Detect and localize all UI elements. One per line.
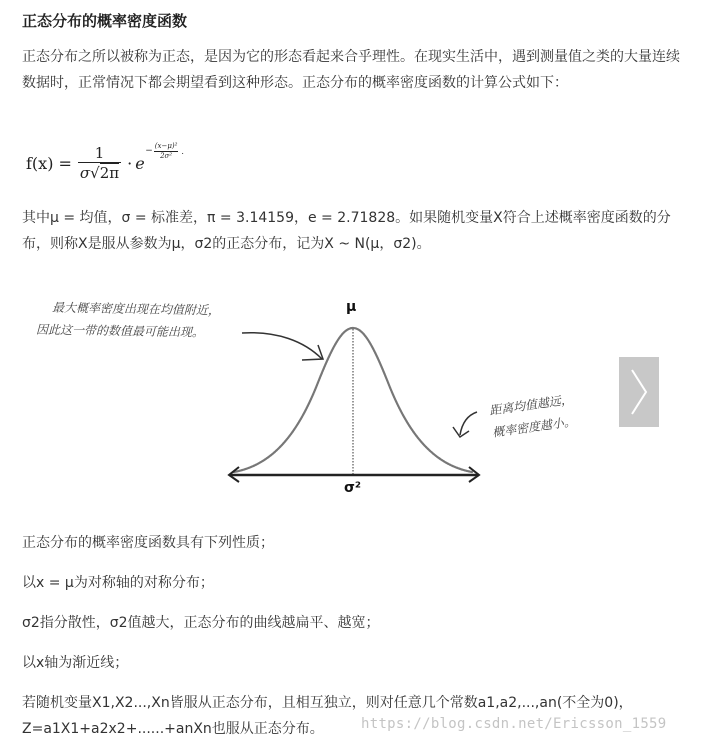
properties-intro: 正态分布的概率密度函数具有下列性质；	[22, 535, 274, 551]
formula-dot: ·	[127, 153, 133, 173]
formula-fraction	[78, 144, 121, 183]
next-image-button[interactable]	[619, 357, 659, 427]
annotation-right-line1: 距离均值越远，	[488, 392, 574, 418]
formula-exponent	[145, 142, 184, 161]
chevron-right-icon	[629, 367, 649, 417]
last-paragraph: 若随机变量X1,X2...,Xn皆服从正态分布，且相互独立，则对任意几个常数a1,a2,...,an(不全为0)，Z=a1X1+a2x2+......+anXn也服从正态分布。	[22, 695, 633, 737]
annotation-right-line2: 概率密度越小。	[491, 414, 577, 440]
formula-radicand: 2π	[99, 163, 120, 182]
formula-exp-minus: −	[145, 146, 153, 156]
pdf-formula	[26, 140, 184, 186]
formula-radical: √	[90, 163, 100, 182]
watermark: https://blog.csdn.net/Ericsson_1559	[361, 716, 667, 732]
formula-lhs: f(x) =	[26, 153, 72, 173]
formula-sigma: σ	[79, 163, 91, 182]
formula-exp-numerator: (x−μ)²	[154, 141, 178, 150]
formula-exp-fraction	[154, 142, 179, 161]
formula-denominator	[78, 162, 121, 183]
sigma-squared-label: σ²	[344, 480, 362, 496]
formula-trailing: .	[181, 146, 184, 156]
property-item: σ2指分散性，σ2值越大，正态分布的曲线越扁平、越宽；	[22, 615, 380, 631]
normal-distribution-figure	[22, 285, 622, 505]
formula-base: e	[135, 153, 145, 173]
property-item: 以x = μ为对称轴的对称分布；	[22, 575, 214, 591]
formula-numerator: 1	[94, 143, 105, 162]
annotation-left-line2: 因此这一带的数值最可能出现。	[35, 322, 205, 340]
mu-label: μ	[346, 299, 357, 315]
intro-paragraph: 正态分布之所以被称为正态，是因为它的形态看起来合乎理性。在现实生活中，遇到测量值之类的大量连续数据时，正常情况下都会期望看到这种形态。正态分布的概率密度函数的计算公式如下：	[22, 49, 680, 91]
article-title: 正态分布的概率密度函数	[22, 12, 188, 30]
definitions-paragraph: 其中μ = 均值，σ = 标准差，π = 3.14159，e = 2.71828。如果随机变量X符合上述概率密度函数的分布，则称X是服从参数为μ，σ2的正态分布，记为X ~ N(μ，σ2)。	[22, 210, 671, 252]
annotation-left-line1: 最大概率密度出现在均值附近，	[51, 300, 221, 318]
formula-exp-denominator: 2σ²	[160, 151, 173, 160]
property-item: 以x轴为渐近线；	[22, 655, 129, 671]
formula-exponential	[135, 141, 184, 173]
